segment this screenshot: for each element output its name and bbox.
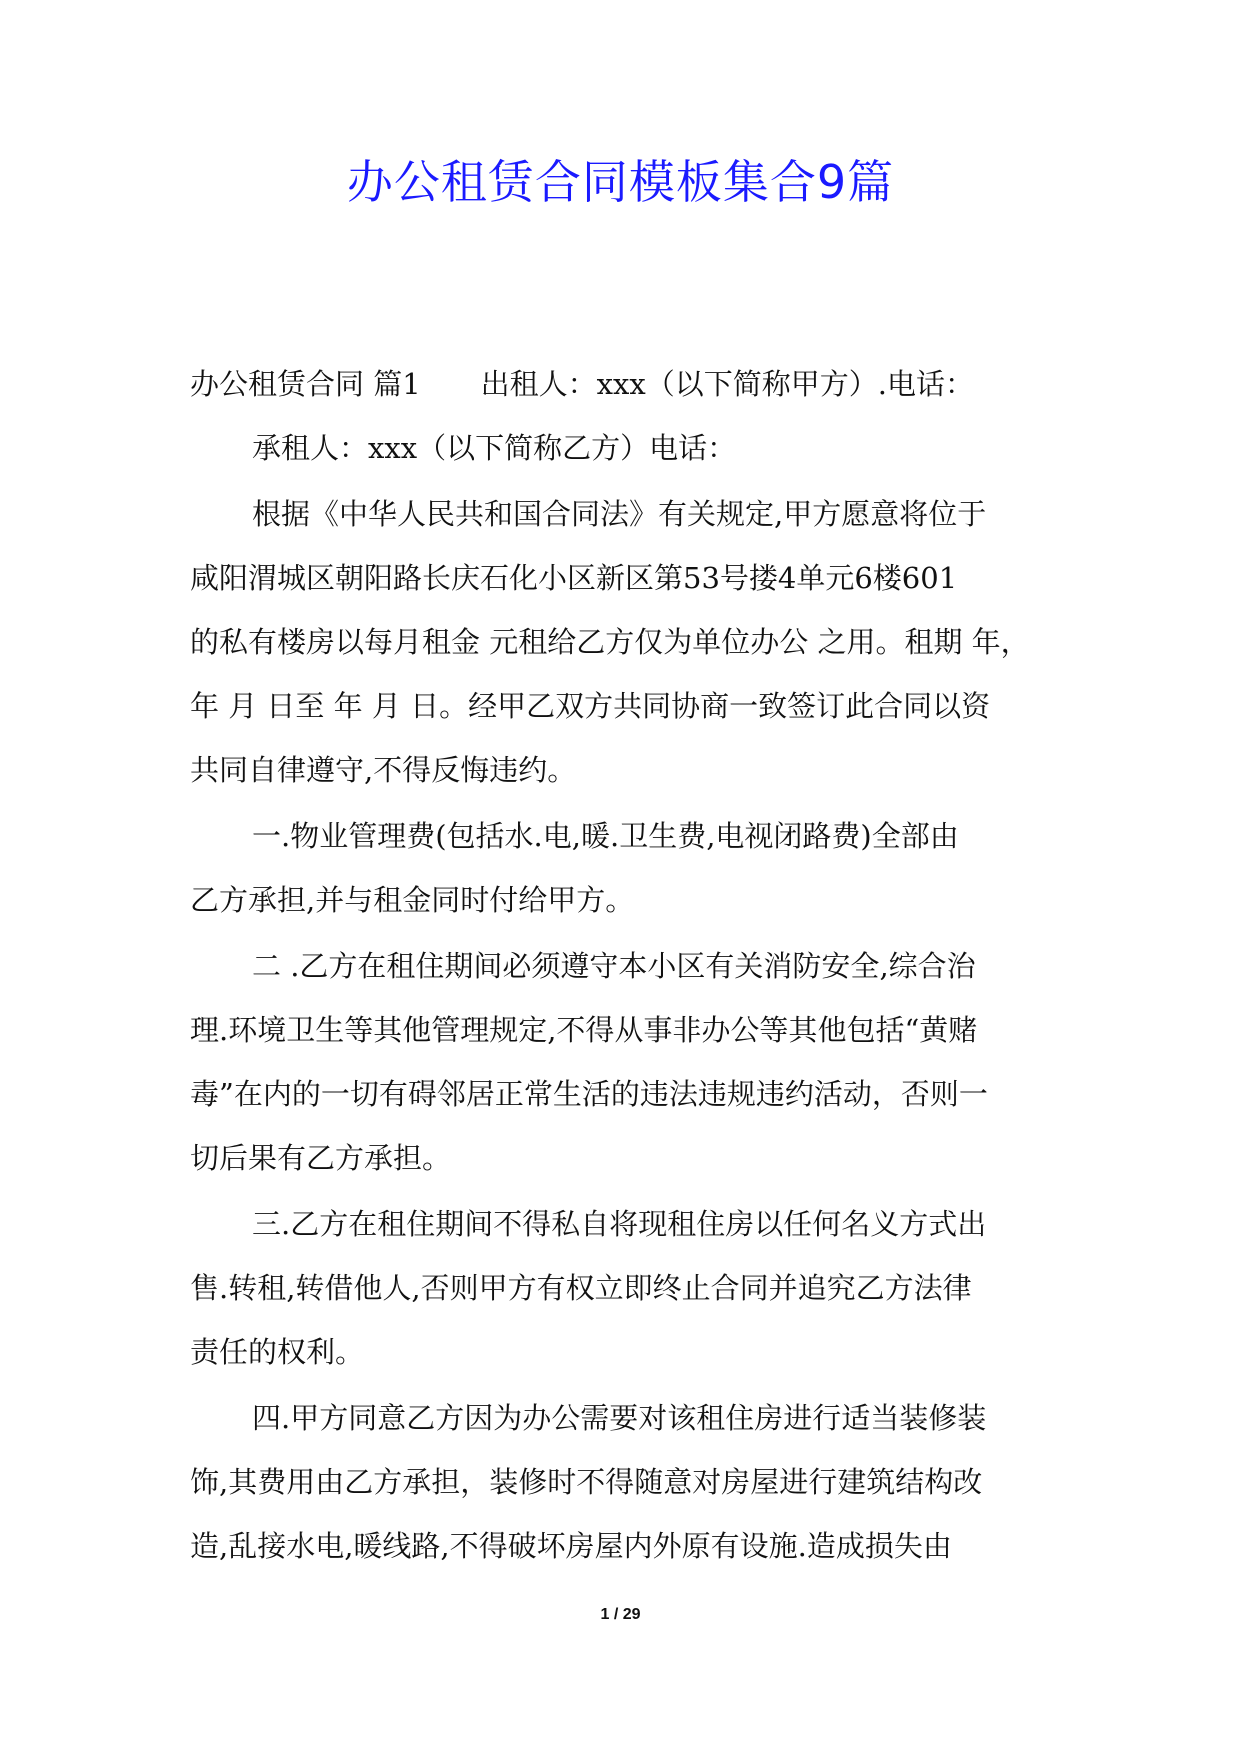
text-line: 二 .乙方在租住期间必须遵守本小区有关消防安全,综合治 bbox=[252, 949, 976, 983]
text-line: 四.甲方同意乙方因为办公需要对该租住房进行适当装修装 bbox=[252, 1401, 987, 1435]
text-line: 售.转租,转借他人,否则甲方有权立即终止合同并追究乙方法律 bbox=[190, 1271, 972, 1305]
page-number: 1 / 29 bbox=[600, 1606, 641, 1623]
text-line: 咸阳渭城区朝阳路长庆石化小区新区第53号搂4单元6楼601 bbox=[190, 561, 958, 595]
lessee-line: 承租人：xxx（以下简称乙方）电话： bbox=[252, 431, 737, 465]
text-line: 乙方承担,并与租金同时付给甲方。 bbox=[190, 883, 635, 917]
text-line: 理.环境卫生等其他管理规定,不得从事非办公等其他包括“黄赌 bbox=[190, 1013, 978, 1047]
text-line: 饰,其费用由乙方承担，装修时不得随意对房屋进行建筑结构改 bbox=[190, 1465, 983, 1499]
text-line: 责任的权利。 bbox=[190, 1335, 365, 1369]
text-line: 毒”在内的一切有碍邻居正常生活的违法违规违约活动，否则一 bbox=[190, 1077, 988, 1111]
text-line: 一.物业管理费(包括水.电,暖.卫生费,电视闭路费)全部由 bbox=[252, 819, 959, 853]
lessor-line: 出租人：xxx（以下简称甲方）.电话： bbox=[480, 367, 974, 401]
page-title: 办公租赁合同模板集合9篇 bbox=[346, 155, 895, 209]
text-line: 造,乱接水电,暖线路,不得破坏房屋内外原有设施.造成损失由 bbox=[190, 1529, 952, 1563]
text-line: 根据《中华人民共和国合同法》有关规定,甲方愿意将位于 bbox=[252, 497, 987, 531]
text-line: 的私有楼房以每月租金 元租给乙方仅为单位办公 之用。租期 年， bbox=[190, 625, 1030, 659]
text-line: 年 月 日至 年 月 日。经甲乙双方共同协商一致签订此合同以资 bbox=[190, 689, 991, 723]
section-heading: 办公租赁合同 篇1 bbox=[190, 367, 421, 401]
text-line: 共同自律遵守,不得反悔违约。 bbox=[190, 753, 577, 787]
text-line bbox=[190, 352, 1050, 416]
text-line: 三.乙方在租住期间不得私自将现租住房以任何名义方式出 bbox=[252, 1207, 987, 1241]
text-line: 切后果有乙方承担。 bbox=[190, 1141, 452, 1175]
document-body bbox=[190, 352, 1050, 1578]
